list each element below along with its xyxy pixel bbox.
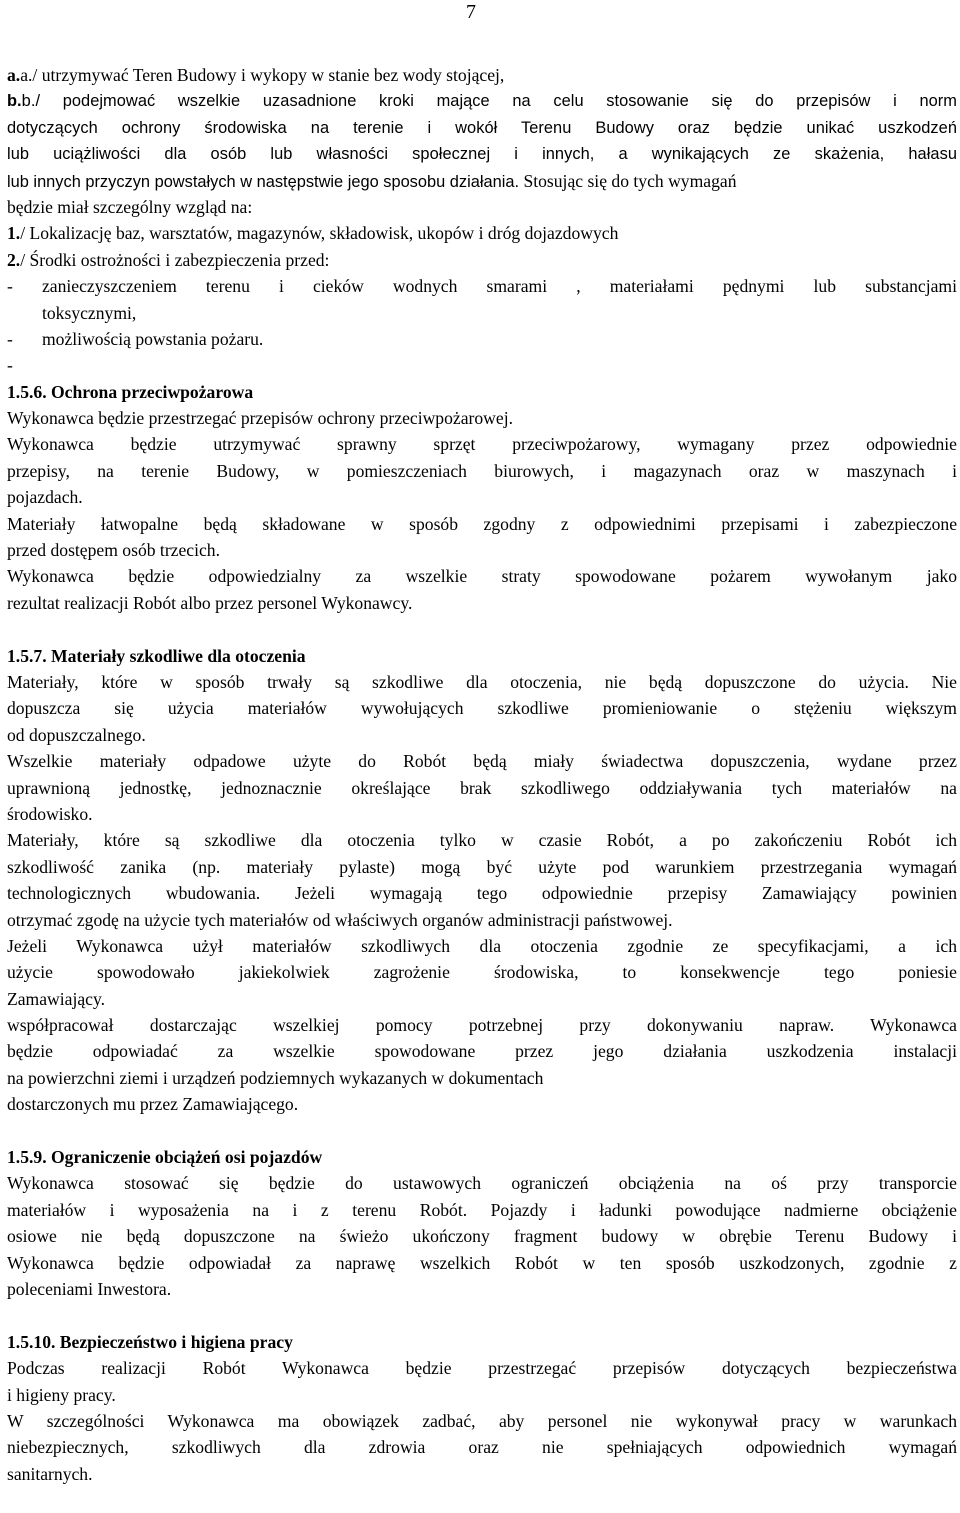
paragraph-line: dopuszcza się użycia materiałów wywołujących szkodliwe promieniowanie o stężeniu większym xyxy=(7,698,957,719)
dash-item xyxy=(7,273,957,326)
paragraph-line: przepisy, na terenie Budowy, w pomieszczeniach biurowych, i magazynach oraz w maszynach i xyxy=(7,460,957,481)
paragraph-line: na powierzchni ziemi i urządzeń podziemnych wykazanych w dokumentach xyxy=(7,1067,544,1088)
paragraph-line: będzie odpowiadać za wszelkie spowodowane przez jego działania uszkodzenia instalacji xyxy=(7,1041,957,1062)
list-item-1 xyxy=(7,220,957,246)
line-text: / Lokalizację baz, warsztatów, magazynów, składowisk, ukopów i dróg dojazdowych xyxy=(20,223,619,244)
section-heading-1-5-6 xyxy=(7,379,957,405)
list-marker: 2. xyxy=(7,249,21,270)
paragraph-line: Wykonawca będzie odpowiadał za naprawę wszelkich Robót w ten sposób uszkodzonych, zgodnie z xyxy=(7,1252,957,1273)
paragraph-line: otrzymać zgodę na użycie tych materiałów od właściwych organów administracji państwowej. xyxy=(7,909,673,930)
paragraph-line: niebezpiecznych, szkodliwych dla zdrowia oraz nie spełniających odpowiednich wymagań xyxy=(7,1437,957,1458)
paragraph-line: Wykonawca będzie utrzymywać sprawny sprzęt przeciwpożarowy, wymagany przez odpowiednie xyxy=(7,434,957,455)
line-text: / Środki ostrożności i zabezpieczenia przed: xyxy=(20,249,330,270)
section-heading-1-5-9 xyxy=(7,1144,957,1170)
dash-item-empty: - xyxy=(7,355,13,376)
heading-text: 1.5.9. Ograniczenie obciążeń osi pojazdów xyxy=(7,1147,323,1168)
paragraph-line: materiałów i wyposażenia na i z terenu Robót. Pojazdy i ładunki powodujące nadmierne obciążenie xyxy=(7,1199,957,1220)
paragraph-line xyxy=(7,168,957,194)
line-text: Stosując się do tych wymagań xyxy=(519,170,737,191)
spacer xyxy=(7,1118,957,1144)
paragraph-line: W szczególności Wykonawca ma obowiązek zadbać, aby personel nie wykonywał pracy w warunkach xyxy=(7,1410,957,1431)
paragraph-line: osiowe nie będą dopuszczone na świeżo ukończony fragment budowy w obrębie Terenu Budowy i xyxy=(7,1226,957,1247)
document-body xyxy=(7,62,957,1487)
paragraph-line: przed dostępem osób trzecich. xyxy=(7,540,220,561)
paragraph-line: Materiały, które są szkodliwe dla otoczenia tylko w czasie Robót, a po zakończeniu Robót ich xyxy=(7,830,957,851)
paragraph-line: a./ utrzymywać Teren Budowy i wykopy w stanie bez wody stojącej, xyxy=(20,65,505,85)
spacer xyxy=(7,616,957,642)
paragraph-line: Materiały łatwopalne będą składowane w sposób zgodny z odpowiednimi przepisami i zabezpieczone xyxy=(7,513,957,534)
paragraph-line xyxy=(7,88,957,114)
dash-marker: - xyxy=(7,328,13,349)
paragraph-line: Podczas realizacji Robót Wykonawca będzie przestrzegać przepisów dotyczących bezpieczeństwa xyxy=(7,1358,957,1379)
paragraph-line: środowisko. xyxy=(7,803,93,824)
paragraph-line: od dopuszczalnego. xyxy=(7,724,146,745)
list-marker: b. xyxy=(7,92,22,111)
heading-text: 1.5.10. Bezpieczeństwo i higiena pracy xyxy=(7,1331,293,1352)
paragraph-line: Wykonawca będzie odpowiedzialny za wszelkie straty spowodowane pożarem wywołanym jako xyxy=(7,566,957,587)
paragraph-line: Zamawiający. xyxy=(7,988,106,1009)
dash-item-text xyxy=(42,273,957,326)
paragraph-line: Materiały, które w sposób trwały są szkodliwe dla otoczenia, nie będą dopuszczone do użycia. Nie xyxy=(7,672,957,692)
paragraph-line: uprawnioną jednostkę, jednoznacznie określające brak szkodliwego oddziaływania tych materiałów na xyxy=(7,777,957,798)
paragraph-line: dotyczących ochrony środowiska na terenie i wokół Terenu Budowy oraz będzie unikać uszkodzeń xyxy=(7,118,957,137)
list-item-a xyxy=(7,62,957,88)
dash-item xyxy=(7,326,957,352)
paragraph-line: szkodliwość zanika (np. materiały pylaste) mogą być użyte pod warunkiem przestrzegania wymagań xyxy=(7,856,957,877)
heading-text: 1.5.7. Materiały szkodliwe dla otoczenia xyxy=(7,645,306,666)
line-text: lub innych przyczyn powstałych w następstwie jego sposobu działania. xyxy=(7,172,520,191)
paragraph-line: sanitarnych. xyxy=(7,1463,93,1484)
paragraph-line: współpracował dostarczając wszelkiej pomocy potrzebnej przy dokonywaniu napraw. Wykonawca xyxy=(7,1015,957,1036)
paragraph-line: Wykonawca będzie przestrzegać przepisów ochrony przeciwpożarowej. xyxy=(7,408,513,429)
list-marker: 1. xyxy=(7,223,21,244)
list-item-2 xyxy=(7,247,957,273)
paragraph-line: toksycznymi, xyxy=(42,302,137,323)
line-text: b./ podejmować wszelkie uzasadnione kroki mające na celu stosowanie się do przepisów i norm xyxy=(21,92,957,111)
paragraph-line: możliwością powstania pożaru. xyxy=(42,328,264,349)
paragraph-line: i higieny pracy. xyxy=(7,1384,116,1405)
section-heading-1-5-10 xyxy=(7,1329,957,1355)
paragraph-line: rezultat realizacji Robót albo przez personel Wykonawcy. xyxy=(7,592,413,613)
section-heading-1-5-7 xyxy=(7,643,957,669)
dash-marker: - xyxy=(7,276,13,297)
paragraph-line: Jeżeli Wykonawca użył materiałów szkodliwych dla otoczenia zgodnie ze specyfikacjami, a ich xyxy=(7,935,957,956)
paragraph-line: użycie spowodowało jakiekolwiek zagrożenie środowiska, to konsekwencje tego poniesie xyxy=(7,962,957,983)
spacer xyxy=(7,1302,957,1328)
paragraph-line: pojazdach. xyxy=(7,487,83,508)
page-number: 7 xyxy=(466,1,476,23)
paragraph-line: poleceniami Inwestora. xyxy=(7,1278,172,1299)
paragraph-line: będzie miał szczególny wzgląd na: xyxy=(7,196,253,217)
paragraph-line: technologicznych wbudowania. Jeżeli wymagają tego odpowiednie przepisy Zamawiający powinien xyxy=(7,883,957,904)
paragraph-line: lub uciążliwości dla osób lub własności społecznej i innych, a wynikających ze skażenia, hałasu xyxy=(7,145,957,164)
paragraph-line: zanieczyszczeniem terenu i cieków wodnych smarami , materiałami pędnymi lub substancjami xyxy=(42,276,957,297)
paragraph-line: dostarczonych mu przez Zamawiającego. xyxy=(7,1094,299,1115)
list-marker: a. xyxy=(7,65,21,85)
paragraph-line: Wykonawca stosować się będzie do ustawowych ograniczeń obciążenia na oś przy transporcie xyxy=(7,1173,957,1194)
paragraph-line: Wszelkie materiały odpadowe użyte do Robót będą miały świadectwa dopuszczenia, wydane przez xyxy=(7,751,957,772)
heading-text: 1.5.6. Ochrona przeciwpożarowa xyxy=(7,381,254,402)
